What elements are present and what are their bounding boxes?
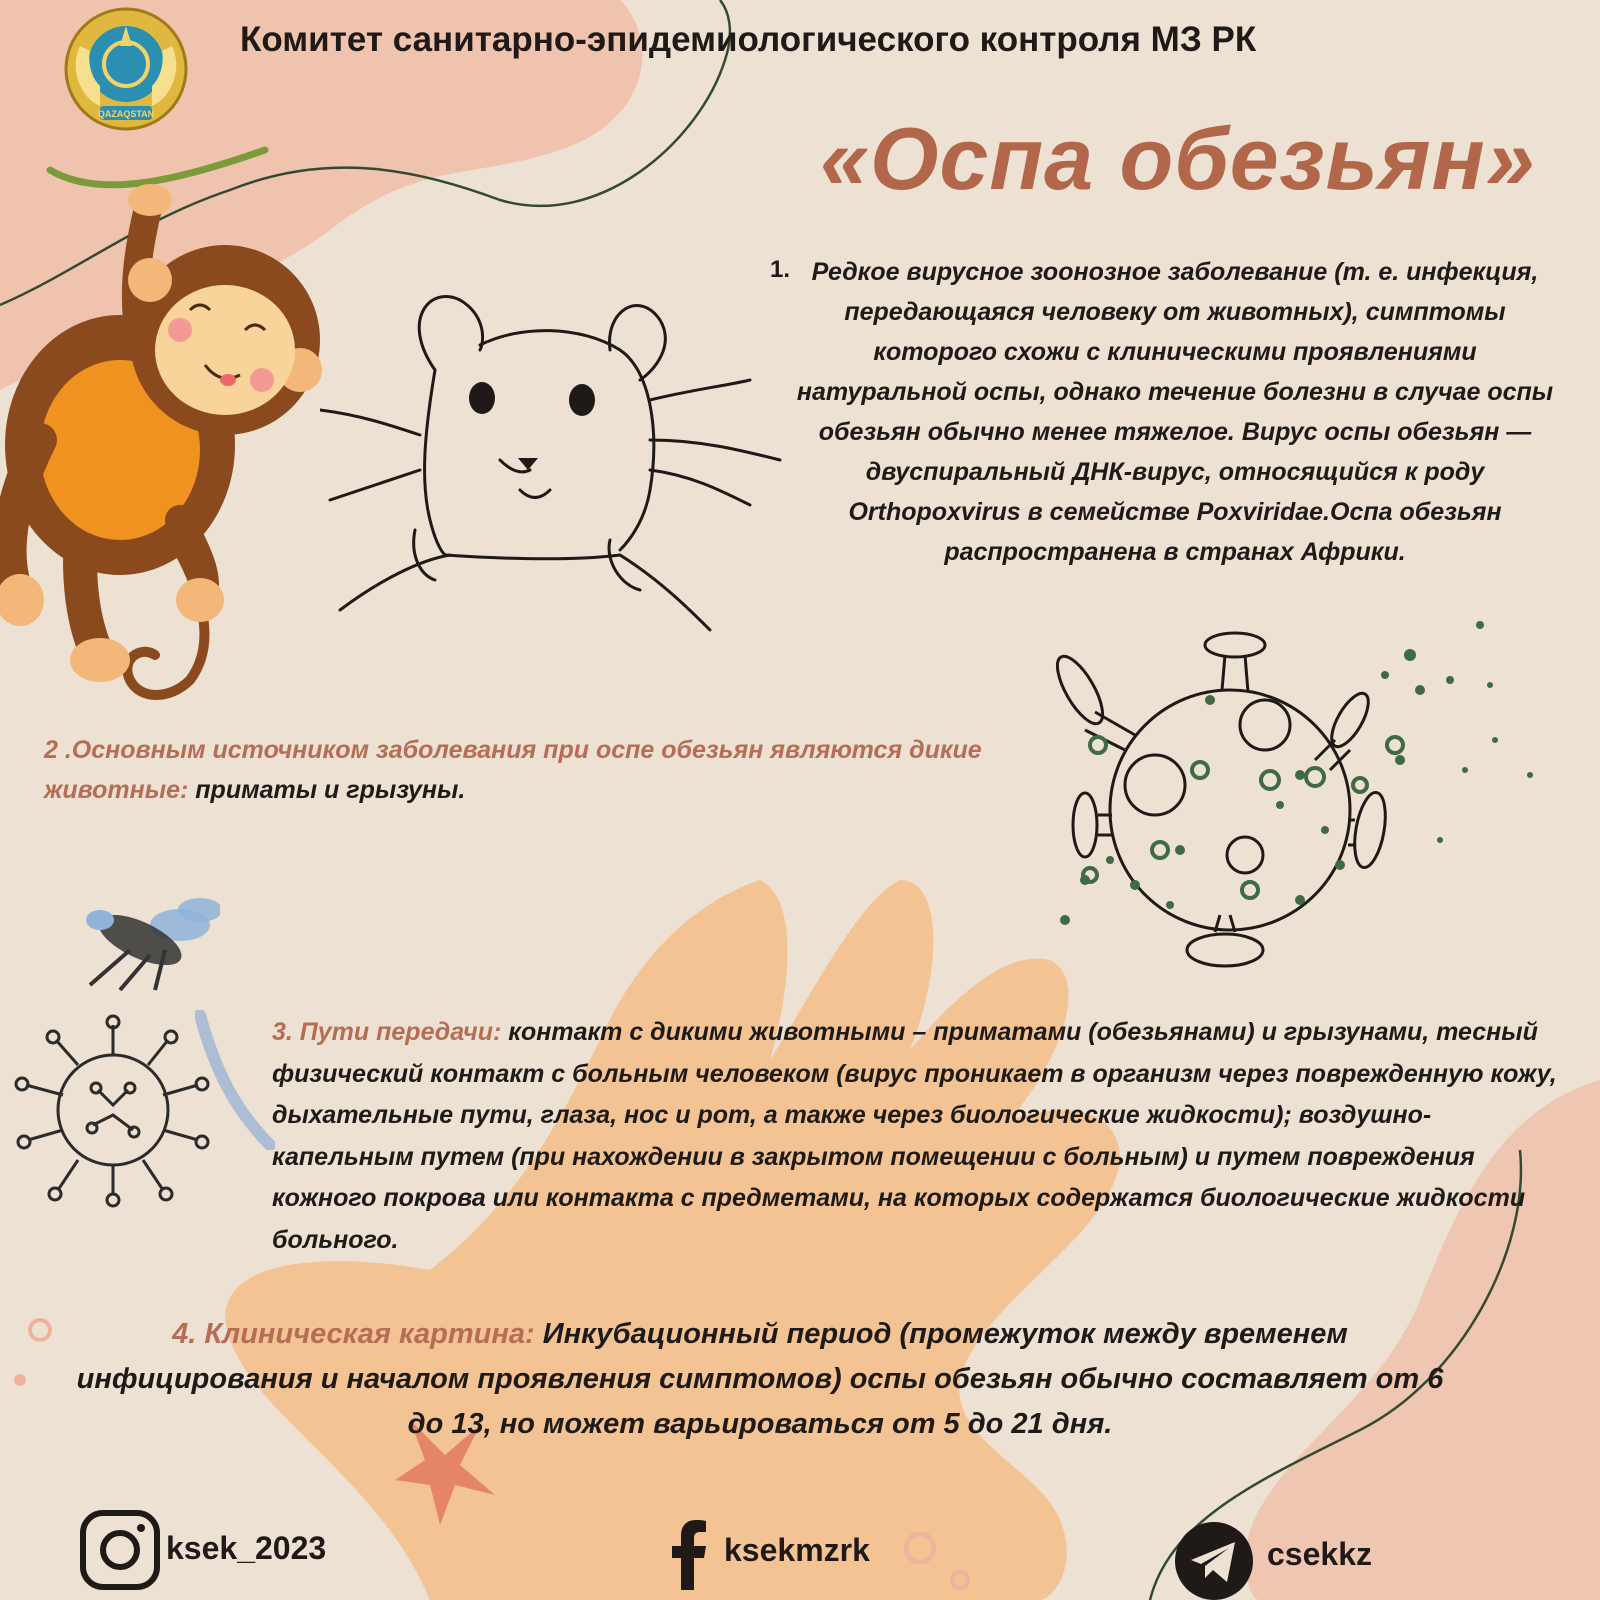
- section-4: [60, 1312, 1460, 1447]
- small-virus-illustration: [8, 1010, 218, 1210]
- section-4-text: Инкубационный период (промежуток между временем инфицирования и началом проявления симптомов) оспы обезьян обычно составляет от 6 до 13, но может варьироваться от 5 до 21 дня.: [76, 1318, 1444, 1440]
- section-2-lead: 2 .Основным источником заболевания при оспе обезьян являются дикие животные:: [44, 736, 982, 804]
- telegram-handle: csekkz: [1267, 1536, 1372, 1572]
- page-title: «Оспа обезьян»: [820, 109, 1536, 208]
- section-2-text: приматы и грызуны.: [188, 776, 466, 804]
- telegram-icon: [1175, 1522, 1253, 1600]
- section-4-lead: 4. Клиническая картина:: [172, 1318, 535, 1350]
- section-3-text: контакт с дикими животными – приматами (обезьянами) и грызунами, тесный физический контакт с больным человеком (вирус проникает в организм через поврежденную кожу, дыхательные пути, глаза, нос и рот, а также через биологические жидкости); воздушно-капельным путем (при нахождении в закрытом помещении с больным) и путем повреждения кожного покрова или контакта с предметами, на которых содержатся биологические жидкости больного.: [272, 1018, 1557, 1254]
- instagram-icon: [80, 1510, 160, 1590]
- kazakhstan-emblem: [60, 6, 192, 132]
- facebook-icon: [672, 1520, 708, 1590]
- facebook-handle: ksekmzrk: [724, 1532, 870, 1568]
- mosquito-illustration: [70, 880, 220, 1000]
- section-1-text: Редкое вирусное зоонозное заболевание (т. е. инфекция, передающаяся человеку от животных), симптомы которого схожи с клиническими проявлениями натуральной оспы, однако течение болезни в случае оспы обезьян обычно менее тяжелое. Вирус оспы обезьян — двуспиральный ДНК-вирус, относящийся к роду Orthopoxvirus в семействе Poxviridae.Оспа обезьян распространена в странах Африки.: [796, 258, 1554, 566]
- emblem-text: QAZAQSTAN: [97, 109, 155, 119]
- section-3-lead: 3. Пути передачи:: [272, 1018, 502, 1046]
- instagram-handle: ksek_2023: [166, 1530, 327, 1566]
- organization-title: Комитет санитарно-эпидемиологического контроля МЗ РК: [240, 20, 1257, 59]
- mouse-illustration: [320, 290, 790, 640]
- monkey-illustration: [0, 140, 340, 720]
- section-1-number: 1.: [770, 256, 791, 283]
- section-3: [272, 1012, 1562, 1261]
- virus-illustration: [1050, 620, 1580, 990]
- section-2: [44, 730, 1004, 810]
